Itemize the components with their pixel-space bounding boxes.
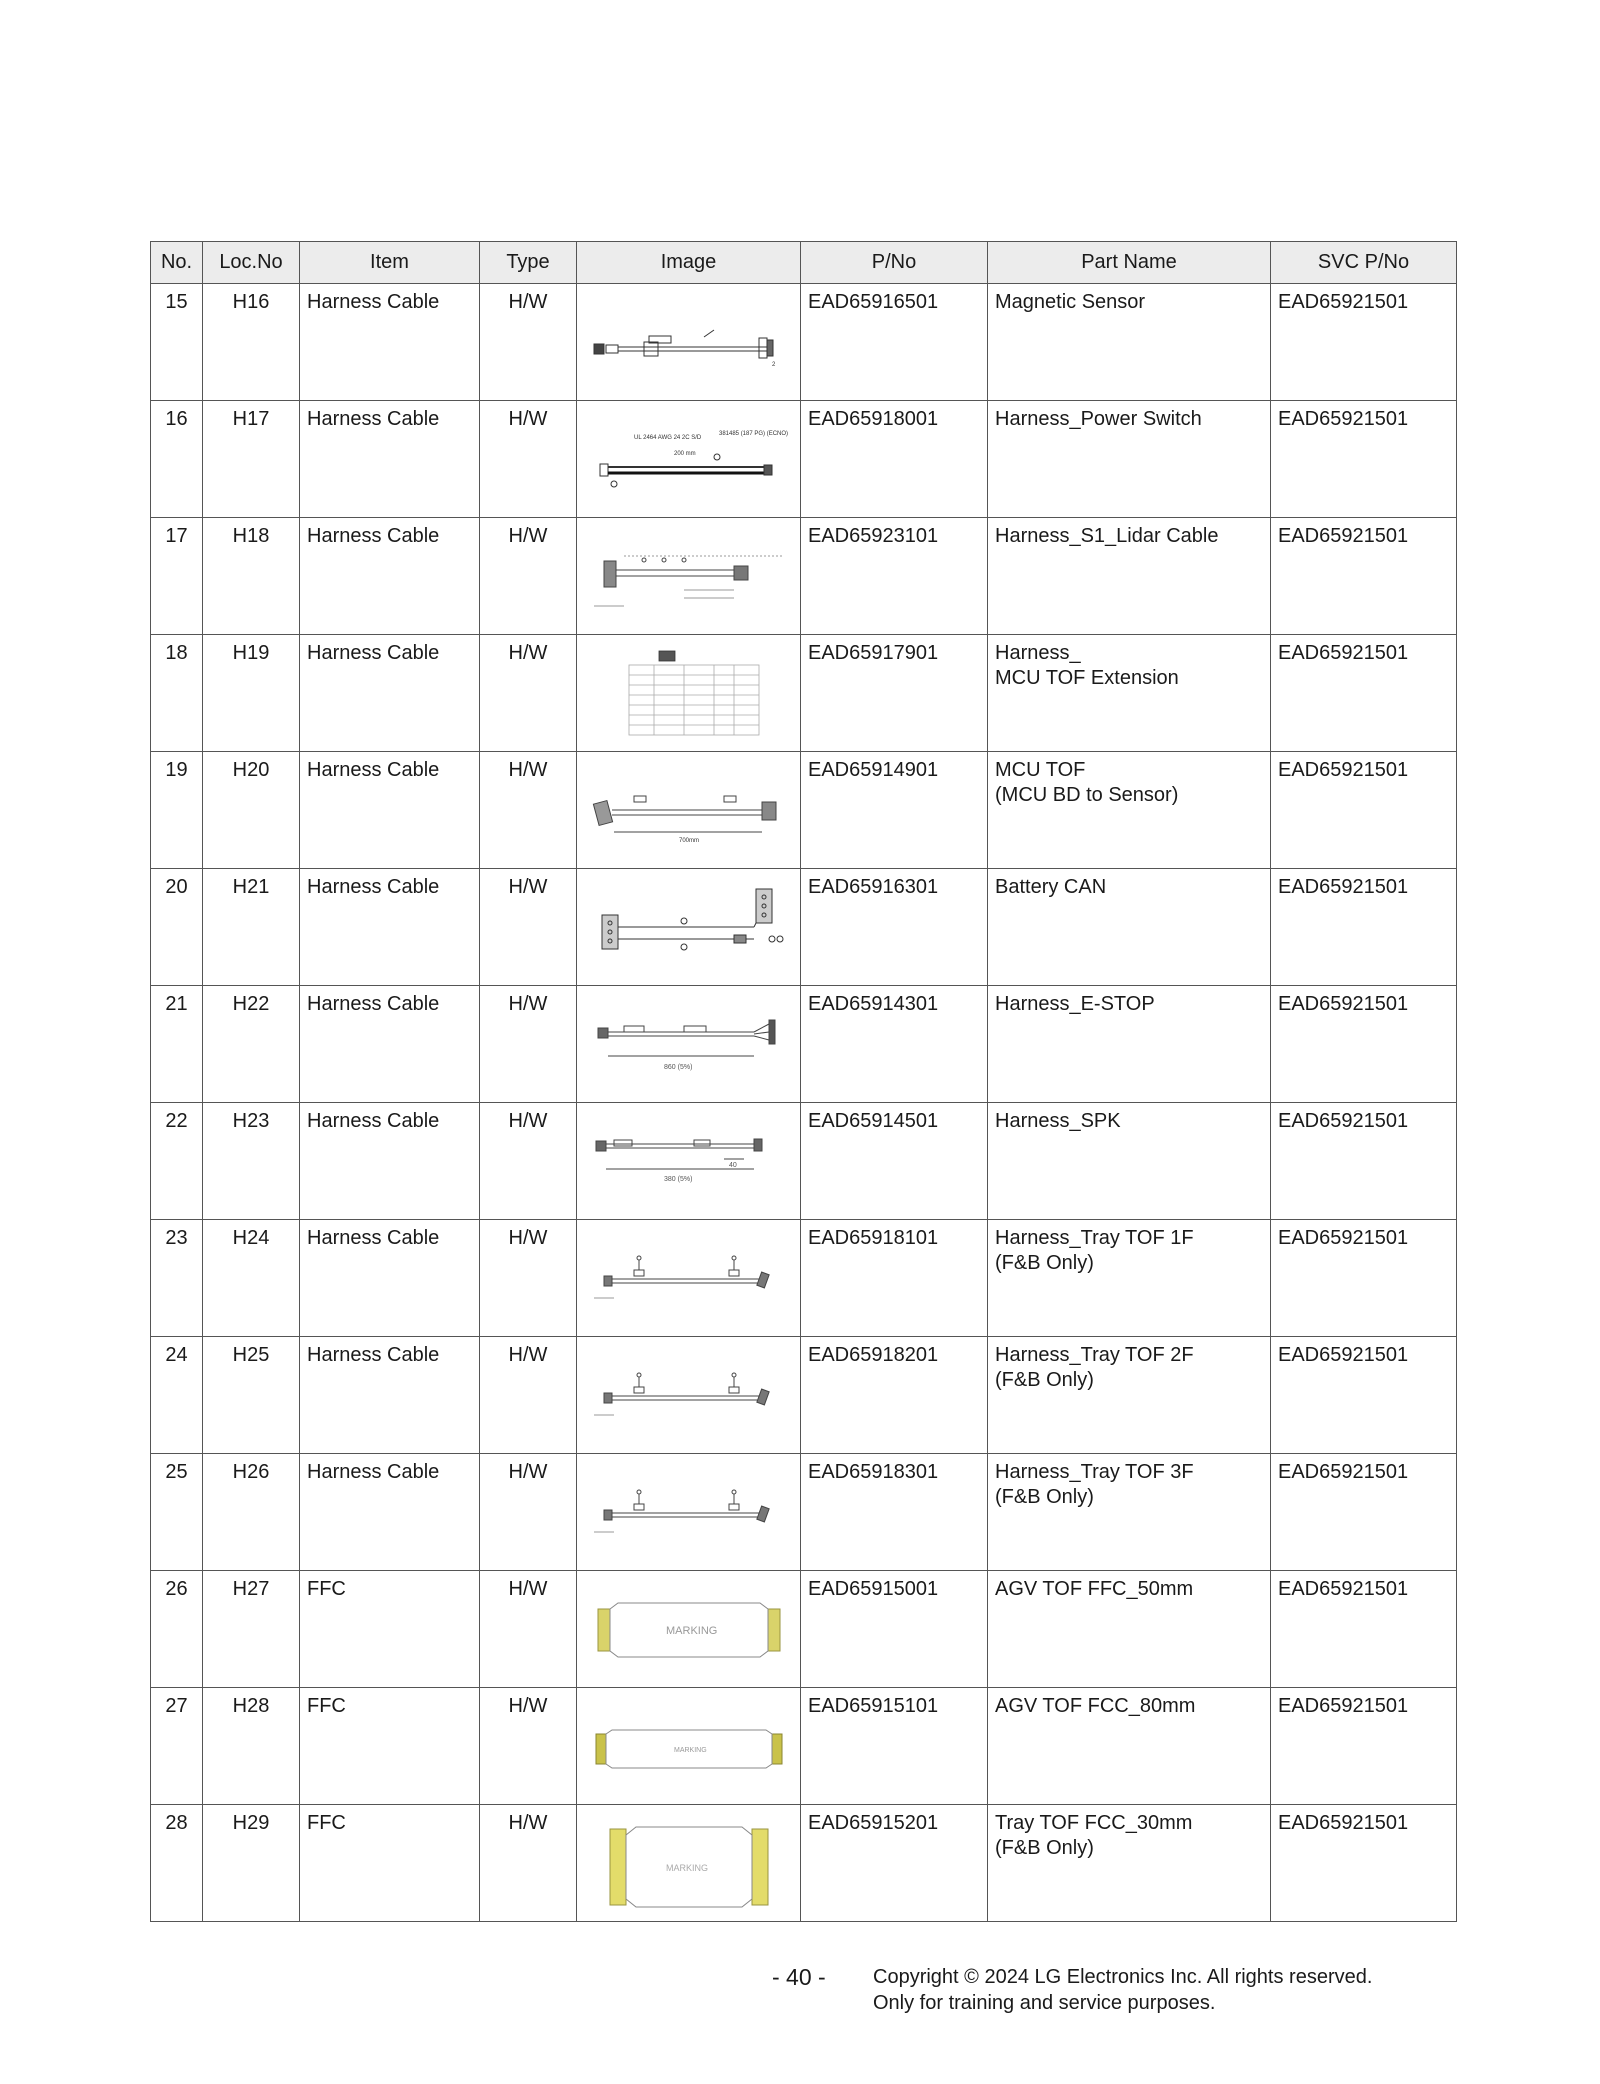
col-header-no: No.	[151, 242, 203, 284]
cell-item: Harness Cable	[300, 869, 480, 986]
table-row	[151, 518, 1457, 635]
cell-loc-no: H18	[203, 518, 300, 635]
parts-table	[150, 241, 1457, 1922]
h17-length-label: 200 mm	[673, 451, 696, 457]
cell-loc-no: H21	[203, 869, 300, 986]
cell-pno: EAD65916501	[801, 284, 988, 401]
cell-part-name: Harness_Tray TOF 3F (F&B Only)	[988, 1454, 1271, 1571]
cell-no: 17	[151, 518, 203, 635]
cell-loc-no: H28	[203, 1688, 300, 1805]
cell-pno: EAD65914901	[801, 752, 988, 869]
cell-loc-no: H22	[203, 986, 300, 1103]
cell-part-name: Harness_S1_Lidar Cable	[988, 518, 1271, 635]
cell-svc-pno: EAD65921501	[1271, 401, 1457, 518]
cell-svc-pno: EAD65921501	[1271, 752, 1457, 869]
cell-svc-pno: EAD65921501	[1271, 1220, 1457, 1337]
cell-part-name: Harness_Power Switch	[988, 401, 1271, 518]
table-row	[151, 752, 1457, 869]
ffc-drawing	[584, 1579, 794, 1679]
cell-image	[577, 518, 801, 635]
table-row	[151, 1571, 1457, 1688]
cell-type: H/W	[480, 986, 577, 1103]
cell-loc-no: H26	[203, 1454, 300, 1571]
cell-pno: EAD65915001	[801, 1571, 988, 1688]
ffc-marking-label: MARKING	[665, 1625, 717, 1637]
table-row	[151, 1805, 1457, 1922]
cell-image	[577, 869, 801, 986]
col-header-part-name: Part Name	[988, 242, 1271, 284]
cell-part-name: AGV TOF FFC_50mm	[988, 1571, 1271, 1688]
h17-connector-label: 381485 (187 PG) (ECNO)	[718, 431, 788, 437]
cell-part-name: Battery CAN	[988, 869, 1271, 986]
battery-can-harness-drawing	[584, 877, 794, 977]
cell-item: Harness Cable	[300, 401, 480, 518]
cell-type: H/W	[480, 635, 577, 752]
cell-no: 23	[151, 1220, 203, 1337]
h17-spec-label: UL 2464 AWG 24 2C S/D	[633, 435, 701, 441]
cell-loc-no: H16	[203, 284, 300, 401]
cell-loc-no: H19	[203, 635, 300, 752]
table-row	[151, 1220, 1457, 1337]
cell-no: 28	[151, 1805, 203, 1922]
cell-no: 20	[151, 869, 203, 986]
cell-part-name: MCU TOF (MCU BD to Sensor)	[988, 752, 1271, 869]
cell-type: H/W	[480, 1805, 577, 1922]
cell-pno: EAD65923101	[801, 518, 988, 635]
cell-pno: EAD65916301	[801, 869, 988, 986]
cell-pno: EAD65915201	[801, 1805, 988, 1922]
table-row	[151, 1103, 1457, 1220]
svg-text:2: 2	[771, 362, 775, 368]
cell-image	[577, 1571, 801, 1688]
cell-image	[577, 752, 801, 869]
h22-length-label: 860 (5%)	[663, 1064, 692, 1071]
cell-image	[577, 1337, 801, 1454]
cell-image	[577, 401, 801, 518]
cell-svc-pno: EAD65921501	[1271, 635, 1457, 752]
cell-item: Harness Cable	[300, 1454, 480, 1571]
cell-svc-pno: EAD65921501	[1271, 1337, 1457, 1454]
table-row	[151, 1454, 1457, 1571]
cell-pno: EAD65914501	[801, 1103, 988, 1220]
cell-type: H/W	[480, 1688, 577, 1805]
cell-pno: EAD65918001	[801, 401, 988, 518]
mcu-tof-extension-drawing	[584, 643, 794, 743]
cell-type: H/W	[480, 1571, 577, 1688]
h23-length-label: 380 (5%)	[663, 1176, 692, 1183]
cell-item: Harness Cable	[300, 635, 480, 752]
cell-image	[577, 986, 801, 1103]
cell-no: 24	[151, 1337, 203, 1454]
table-row	[151, 986, 1457, 1103]
cell-loc-no: H24	[203, 1220, 300, 1337]
cell-loc-no: H27	[203, 1571, 300, 1688]
cell-type: H/W	[480, 284, 577, 401]
table-row	[151, 869, 1457, 986]
cell-no: 18	[151, 635, 203, 752]
ffc-marking-label: MARKING	[665, 1863, 708, 1873]
cell-image	[577, 1220, 801, 1337]
copyright-notice	[873, 1964, 1372, 2016]
cell-image	[577, 635, 801, 752]
cell-svc-pno: EAD65921501	[1271, 1805, 1457, 1922]
ffc-drawing	[584, 1696, 794, 1796]
cell-type: H/W	[480, 401, 577, 518]
cell-pno: EAD65917901	[801, 635, 988, 752]
cell-no: 25	[151, 1454, 203, 1571]
col-header-item: Item	[300, 242, 480, 284]
cell-svc-pno: EAD65921501	[1271, 1688, 1457, 1805]
cell-svc-pno: EAD65921501	[1271, 1454, 1457, 1571]
cell-item: FFC	[300, 1688, 480, 1805]
cell-item: Harness Cable	[300, 1103, 480, 1220]
tray-tof-harness-drawing	[584, 1228, 794, 1328]
cell-loc-no: H20	[203, 752, 300, 869]
cell-type: H/W	[480, 1103, 577, 1220]
cell-pno: EAD65918101	[801, 1220, 988, 1337]
cell-no: 22	[151, 1103, 203, 1220]
cell-part-name: AGV TOF FCC_80mm	[988, 1688, 1271, 1805]
cell-svc-pno: EAD65921501	[1271, 986, 1457, 1103]
table-row	[151, 1688, 1457, 1805]
cell-no: 16	[151, 401, 203, 518]
cell-svc-pno: EAD65921501	[1271, 518, 1457, 635]
cell-no: 15	[151, 284, 203, 401]
cell-type: H/W	[480, 752, 577, 869]
cell-part-name: Harness_ MCU TOF Extension	[988, 635, 1271, 752]
usage-line: Only for training and service purposes.	[873, 1992, 1216, 2014]
cell-pno: EAD65918301	[801, 1454, 988, 1571]
cell-svc-pno: EAD65921501	[1271, 284, 1457, 401]
cell-no: 27	[151, 1688, 203, 1805]
copyright-line: Copyright © 2024 LG Electronics Inc. All rights reserved.	[873, 1966, 1373, 1988]
cell-loc-no: H17	[203, 401, 300, 518]
cell-part-name: Tray TOF FCC_30mm (F&B Only)	[988, 1805, 1271, 1922]
cell-no: 21	[151, 986, 203, 1103]
h23-tail-label: 40	[728, 1162, 737, 1169]
tray-tof-harness-drawing	[584, 1345, 794, 1445]
cell-loc-no: H23	[203, 1103, 300, 1220]
cell-loc-no: H29	[203, 1805, 300, 1922]
magnetic-sensor-harness-drawing	[584, 292, 794, 392]
header-row	[151, 242, 1457, 284]
table-row	[151, 401, 1457, 518]
cell-image	[577, 284, 801, 401]
page-number: - 40 -	[772, 1964, 826, 1990]
table-row	[151, 635, 1457, 752]
cell-item: Harness Cable	[300, 518, 480, 635]
ffc-marking-label: MARKING	[673, 1747, 707, 1754]
tray-tof-harness-drawing	[584, 1462, 794, 1562]
cell-pno: EAD65915101	[801, 1688, 988, 1805]
col-header-type: Type	[480, 242, 577, 284]
cell-part-name: Harness_SPK	[988, 1103, 1271, 1220]
power-switch-harness-drawing	[584, 409, 794, 509]
cell-item: Harness Cable	[300, 284, 480, 401]
cell-loc-no: H25	[203, 1337, 300, 1454]
cell-type: H/W	[480, 1337, 577, 1454]
cell-svc-pno: EAD65921501	[1271, 1571, 1457, 1688]
cell-part-name: Harness_E-STOP	[988, 986, 1271, 1103]
col-header-image: Image	[577, 242, 801, 284]
cell-no: 19	[151, 752, 203, 869]
cell-image	[577, 1688, 801, 1805]
cell-type: H/W	[480, 1454, 577, 1571]
cell-type: H/W	[480, 518, 577, 635]
table-row	[151, 1337, 1457, 1454]
lidar-harness-drawing	[584, 526, 794, 626]
cell-no: 26	[151, 1571, 203, 1688]
cell-item: Harness Cable	[300, 1220, 480, 1337]
col-header-svc-pno: SVC P/No	[1271, 242, 1457, 284]
cell-type: H/W	[480, 1220, 577, 1337]
spk-harness-drawing	[584, 1111, 794, 1211]
cell-item: Harness Cable	[300, 1337, 480, 1454]
cell-svc-pno: EAD65921501	[1271, 1103, 1457, 1220]
table-row	[151, 284, 1457, 401]
cell-pno: EAD65914301	[801, 986, 988, 1103]
cell-image	[577, 1103, 801, 1220]
ffc-drawing	[584, 1813, 794, 1913]
cell-part-name: Magnetic Sensor	[988, 284, 1271, 401]
cell-item: FFC	[300, 1571, 480, 1688]
cell-part-name: Harness_Tray TOF 2F (F&B Only)	[988, 1337, 1271, 1454]
mcu-tof-harness-drawing	[584, 760, 794, 860]
col-header-loc-no: Loc.No	[203, 242, 300, 284]
cell-item: Harness Cable	[300, 752, 480, 869]
cell-image	[577, 1454, 801, 1571]
cell-part-name: Harness_Tray TOF 1F (F&B Only)	[988, 1220, 1271, 1337]
cell-type: H/W	[480, 869, 577, 986]
cell-pno: EAD65918201	[801, 1337, 988, 1454]
col-header-pno: P/No	[801, 242, 988, 284]
cell-item: Harness Cable	[300, 986, 480, 1103]
cell-svc-pno: EAD65921501	[1271, 869, 1457, 986]
h20-length-label: 700mm	[678, 838, 699, 844]
cell-item: FFC	[300, 1805, 480, 1922]
e-stop-harness-drawing	[584, 994, 794, 1094]
cell-image	[577, 1805, 801, 1922]
